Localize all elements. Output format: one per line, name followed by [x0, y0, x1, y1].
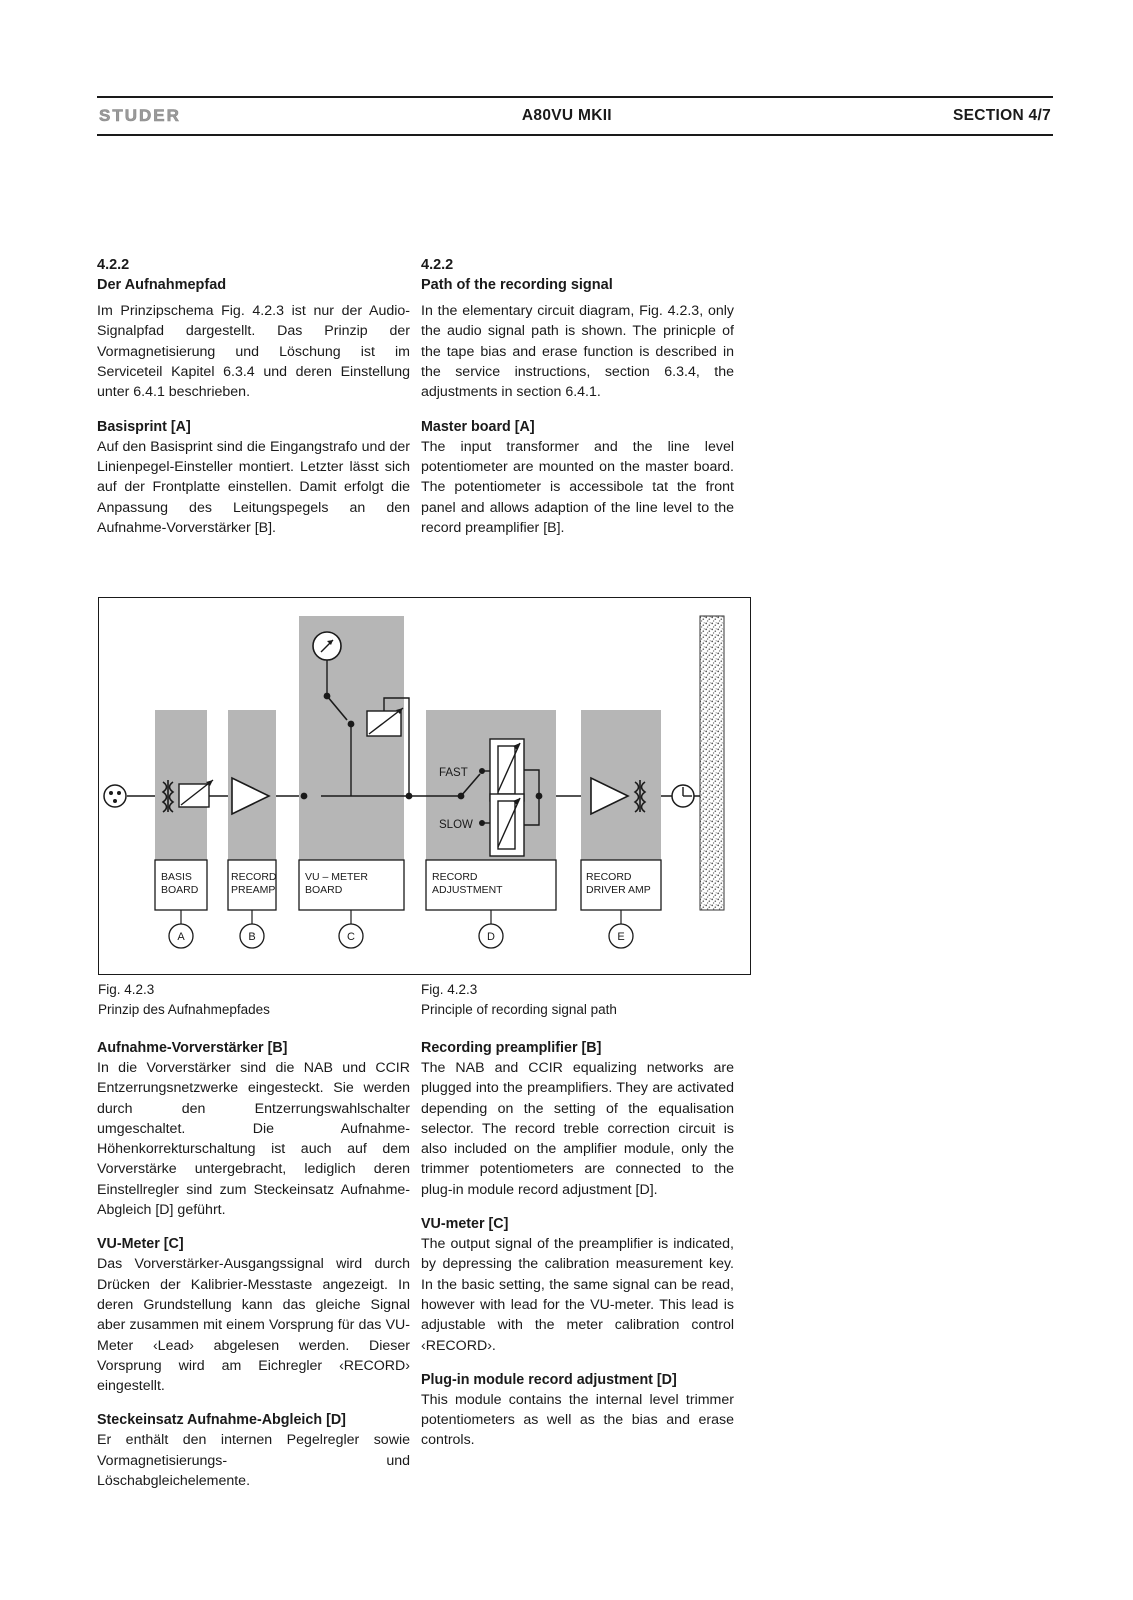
fast-trimmer-icon	[490, 739, 524, 801]
block-label-record-driver-amp	[581, 860, 661, 910]
input-connector-icon	[104, 785, 126, 807]
right-sub2-text: The NAB and CCIR equalizing networks are plugged into the preamplifiers. They are activated depending on the setting of the equalisation selector. The record treble correction circuit is also included on the amplifier module, only the trimmer potentiometers are connected to the plug-in module record adjustment [D].	[421, 1060, 734, 1198]
left-column-bottom	[97, 1040, 410, 1491]
svg-text:PREAMP: PREAMP	[231, 884, 276, 896]
right-section-title: Path of the recording signal	[421, 276, 613, 293]
block-label-record-adjustment	[426, 860, 556, 910]
right-column-bottom	[421, 1040, 734, 1451]
right-column-top	[421, 256, 734, 538]
figure-caption-left-line1: Fig. 4.2.3	[98, 982, 155, 997]
right-intro-paragraph: In the elementary circuit diagram, Fig. 4.2.3, only the audio signal path is shown. The prinicple of the tape bias and erase function is described in the service instructions, section 6.3.4, the adjustments in section 6.4.1.	[421, 303, 734, 401]
tape-head-bar	[700, 616, 724, 910]
svg-text:VU – METER: VU – METER	[305, 871, 369, 883]
figure-caption-right	[421, 980, 741, 1019]
tag-c	[339, 910, 363, 948]
left-sub4-text: Er enthält den internen Pegelregler sowie Vormagnetisierungs- und Löschabgleichelemente.	[97, 1432, 410, 1490]
svg-text:D: D	[487, 931, 495, 943]
line-level-potentiometer-icon	[179, 780, 213, 807]
left-section-number: 4.2.2	[97, 257, 130, 273]
right-sub2-title: Recording preamplifier [B]	[421, 1040, 602, 1056]
right-sub3-title: VU-meter [C]	[421, 1216, 509, 1233]
right-sub1-text: The input transformer and the line level potentiometer are mounted on the master board. The potentiometer is accessibole tat the front panel and allows adaption of the line level to the record preamplifier [B].	[421, 438, 734, 536]
switch-label-slow: SLOW	[439, 819, 473, 831]
right-sub3-text: The output signal of the preamplifier is indicated, by depressing the calibration measurement key. In the basic setting, the same signal can be read, however with lead for the VU-meter. This lead is adjustable with the meter calibration control ‹RECORD›.	[421, 1236, 734, 1354]
svg-text:B: B	[248, 931, 256, 943]
block-label-basis-board	[155, 860, 207, 910]
block-label-vu-meter-board	[299, 860, 404, 910]
header-model-title: A80VU MKII	[521, 107, 612, 124]
left-section-title: Der Aufnahmepfad	[97, 276, 227, 293]
block-label-record-preamp	[228, 860, 277, 910]
tag-e	[609, 910, 633, 948]
figure-4-2-3	[98, 597, 751, 975]
left-sub1-title: Basisprint [A]	[97, 418, 191, 435]
left-sub1-text: Auf den Basisprint sind die Eingangstrafo und der Linienpegel-Einsteller montiert. Letzter lässt sich auf der Frontplatte einstellen. Damit erfolgt die Anpassung des Leitungspegels an den Aufnahme-Vorverstärker [B].	[97, 438, 410, 536]
record-head-icon	[672, 785, 694, 807]
studer-logo: STUDER	[99, 106, 181, 125]
figure-caption-right-line1: Fig. 4.2.3	[421, 982, 478, 997]
left-sub3-text: Das Vorverstärker-Ausgangssignal wird durch Drücken der Kalibrier-Messtaste angezeigt. In deren Grundstellung kann das gleiche Signal aber zusammen mit einem Vorsprung für das VU-Meter ‹Lead› abgelesen werden. Dieser Vorsprung wird am Eichregler ‹RECORD› eingestellt.	[97, 1256, 410, 1395]
tag-b	[240, 910, 264, 948]
right-sub4-text: This module contains the internal level trimmer potentiometers as well as the bias and erase controls.	[421, 1391, 734, 1449]
svg-text:RECORD: RECORD	[586, 871, 632, 883]
svg-text:RECORD: RECORD	[432, 871, 478, 883]
tag-d	[479, 910, 503, 948]
header-section-label: SECTION 4/7	[952, 107, 1051, 124]
left-intro-paragraph: Im Prinzipschema Fig. 4.2.3 ist nur der Audio-Signalpfad dargestellt. Das Prinzip der Vormagnetisierung und Löschung ist im Serviceteil Kapitel 6.3.4 und deren Einstellung unter 6.4.1 beschrieben.	[97, 303, 410, 401]
figure-caption-right-line2: Principle of recording signal path	[421, 1001, 617, 1017]
left-sub3-title: VU-Meter [C]	[97, 1236, 184, 1253]
svg-text:ADJUSTMENT: ADJUSTMENT	[432, 884, 503, 896]
left-sub2-text: In die Vorverstärker sind die NAB und CCIR Entzerrungsnetzwerke eingesteckt. Sie werden durch den Entzerrungswahlschalter umgeschaltet. Die Aufnahme-Höhenkorrekturschaltung ist auch auf dem Vorverstärke untergebracht, lediglich deren Einstellregler sind zum Steckeinsatz Aufnahme-Abgleich [D] geführt.	[97, 1060, 410, 1219]
svg-text:E: E	[617, 931, 625, 943]
figure-caption-left	[98, 980, 408, 1019]
right-sub1-title: Master board [A]	[421, 418, 535, 435]
svg-text:BOARD: BOARD	[161, 884, 199, 896]
left-sub2-title: Aufnahme-Vorverstärker [B]	[97, 1040, 288, 1056]
switch-label-fast: FAST	[439, 767, 468, 779]
recording-path-diagram	[99, 598, 749, 973]
svg-text:BOARD: BOARD	[305, 884, 343, 896]
svg-text:C: C	[347, 931, 355, 943]
right-section-number: 4.2.2	[421, 257, 454, 273]
left-column-top	[97, 256, 410, 538]
page-header	[97, 96, 1053, 136]
svg-text:RECORD: RECORD	[231, 871, 277, 883]
svg-text:A: A	[177, 931, 185, 943]
slow-trimmer-icon	[490, 794, 524, 856]
right-sub4-title: Plug-in module record adjustment [D]	[421, 1371, 677, 1388]
tag-a	[169, 910, 193, 948]
svg-text:BASIS: BASIS	[161, 871, 192, 883]
figure-caption-left-line2: Prinzip des Aufnahmepfades	[98, 1001, 270, 1017]
vu-meter-icon	[313, 632, 341, 660]
record-calibration-trimmer-icon	[367, 708, 403, 736]
svg-text:DRIVER AMP: DRIVER AMP	[586, 884, 651, 896]
left-sub4-title: Steckeinsatz Aufnahme-Abgleich [D]	[97, 1412, 346, 1429]
